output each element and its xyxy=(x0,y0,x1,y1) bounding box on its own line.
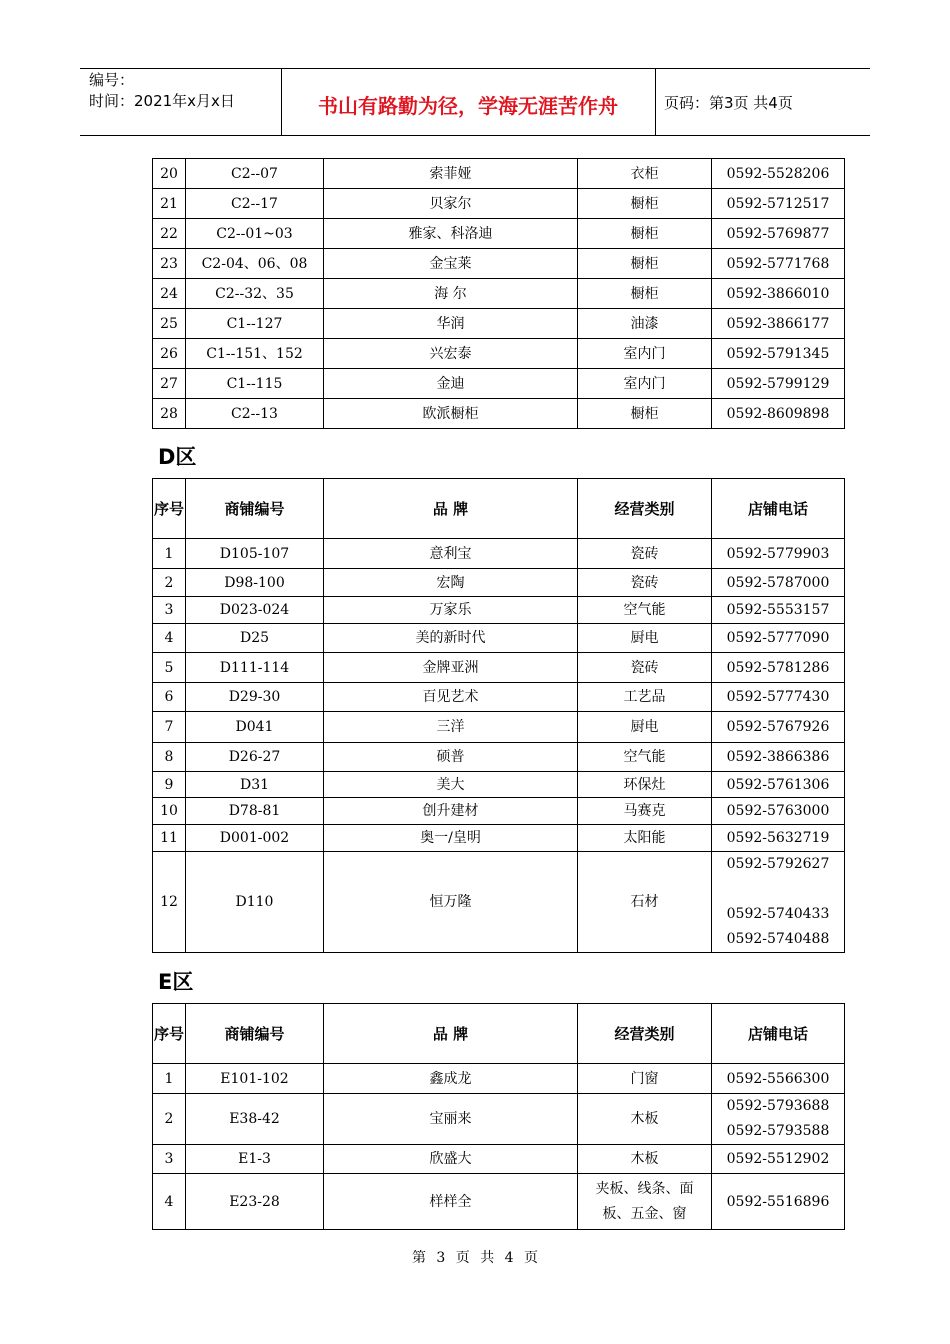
phone: 0592-5799129 xyxy=(712,369,845,399)
header-cell: 品 牌 xyxy=(324,1004,578,1064)
shop-number: C1--127 xyxy=(186,309,324,339)
category: 橱柜 xyxy=(578,219,712,249)
header-cell: 店铺电话 xyxy=(712,1004,845,1064)
category: 橱柜 xyxy=(578,279,712,309)
d-zone-table xyxy=(152,478,845,953)
brand: 创升建材 xyxy=(324,798,578,825)
brand: 贝家尔 xyxy=(324,189,578,219)
brand: 欣盛大 xyxy=(324,1145,578,1174)
category: 油漆 xyxy=(578,309,712,339)
row-number: 26 xyxy=(153,339,186,369)
shop-number: C2--07 xyxy=(186,159,324,189)
table-row xyxy=(153,624,845,653)
shop-number: D29-30 xyxy=(186,683,324,712)
row-number: 27 xyxy=(153,369,186,399)
phone: 0592-5516896 xyxy=(712,1174,845,1230)
shop-number: C2--13 xyxy=(186,399,324,429)
brand: 兴宏泰 xyxy=(324,339,578,369)
category: 木板 xyxy=(578,1145,712,1174)
shop-number: D105-107 xyxy=(186,539,324,569)
category: 环保灶 xyxy=(578,772,712,798)
category xyxy=(578,1174,712,1230)
phone: 0592-5740433 xyxy=(726,906,830,922)
category: 工艺品 xyxy=(578,683,712,712)
row-number: 11 xyxy=(153,825,186,852)
brand: 索菲娅 xyxy=(324,159,578,189)
table-row xyxy=(153,279,845,309)
table-row xyxy=(153,743,845,772)
shop-number: D001-002 xyxy=(186,825,324,852)
category-line: 板、五金、窗 xyxy=(602,1205,687,1222)
phone: 0592-5777090 xyxy=(712,624,845,653)
header-divider xyxy=(655,69,656,136)
table-row xyxy=(153,683,845,712)
phone: 0592-5793588 xyxy=(726,1123,830,1139)
row-number: 3 xyxy=(153,597,186,624)
shop-number: D78-81 xyxy=(186,798,324,825)
phone: 0592-5553157 xyxy=(712,597,845,624)
shop-number: E101-102 xyxy=(186,1064,324,1094)
shop-number: D98-100 xyxy=(186,569,324,597)
category: 空气能 xyxy=(578,743,712,772)
category: 瓷砖 xyxy=(578,569,712,597)
shop-number: C1--151、152 xyxy=(186,339,324,369)
header-cell: 序号 xyxy=(153,1004,186,1064)
phone: 0592-5528206 xyxy=(712,159,845,189)
table-row xyxy=(153,1094,845,1145)
row-number: 8 xyxy=(153,743,186,772)
category: 橱柜 xyxy=(578,399,712,429)
phone: 0592-3866177 xyxy=(712,309,845,339)
phone: 0592-5740488 xyxy=(726,931,830,947)
category: 室内门 xyxy=(578,369,712,399)
phone: 0592-5792627 xyxy=(726,856,830,872)
e-zone-table xyxy=(152,1003,845,1230)
row-number: 4 xyxy=(153,624,186,653)
row-number: 7 xyxy=(153,712,186,743)
category: 石材 xyxy=(578,852,712,953)
row-number: 5 xyxy=(153,653,186,683)
category: 瓷砖 xyxy=(578,539,712,569)
brand: 金迪 xyxy=(324,369,578,399)
row-number: 9 xyxy=(153,772,186,798)
row-number: 4 xyxy=(153,1174,186,1230)
phone: 0592-5779903 xyxy=(712,539,845,569)
shop-number: D31 xyxy=(186,772,324,798)
header-top-rule xyxy=(80,68,870,69)
phone: 0592-5566300 xyxy=(712,1064,845,1094)
phone: 0592-5512902 xyxy=(712,1145,845,1174)
phone-list xyxy=(712,852,845,953)
row-number: 23 xyxy=(153,249,186,279)
shop-number: C2--32、35 xyxy=(186,279,324,309)
row-number: 25 xyxy=(153,309,186,339)
header-cell: 经营类别 xyxy=(578,1004,712,1064)
shop-number: D041 xyxy=(186,712,324,743)
shop-number: E23-28 xyxy=(186,1174,324,1230)
brand: 金牌亚洲 xyxy=(324,653,578,683)
table-row xyxy=(153,1174,845,1230)
shop-number: D25 xyxy=(186,624,324,653)
shop-number: D111-114 xyxy=(186,653,324,683)
shop-number: D023-024 xyxy=(186,597,324,624)
brand: 恒万隆 xyxy=(324,852,578,953)
brand: 鑫成龙 xyxy=(324,1064,578,1094)
row-number: 12 xyxy=(153,852,186,953)
c-zone-table-body xyxy=(153,159,845,429)
section-title-d: D区 xyxy=(158,445,197,469)
header-cell: 商铺编号 xyxy=(186,1004,324,1064)
table-row xyxy=(153,569,845,597)
category-line: 夹板、线条、面 xyxy=(595,1180,694,1197)
table-row xyxy=(153,369,845,399)
shop-number: D110 xyxy=(186,852,324,953)
brand: 美大 xyxy=(324,772,578,798)
table-row xyxy=(153,309,845,339)
page-footer: 第 3 页 共 4 页 xyxy=(411,1250,539,1266)
row-number: 2 xyxy=(153,1094,186,1145)
shop-number: E1-3 xyxy=(186,1145,324,1174)
header-motto: 书山有路勤为径，学海无涯苦作舟 xyxy=(318,94,618,118)
row-number: 20 xyxy=(153,159,186,189)
phone: 0592-5769877 xyxy=(712,219,845,249)
phone-list xyxy=(712,1094,845,1145)
phone: 0592-5771768 xyxy=(712,249,845,279)
category: 室内门 xyxy=(578,339,712,369)
table-row xyxy=(153,249,845,279)
brand: 欧派橱柜 xyxy=(324,399,578,429)
brand: 意利宝 xyxy=(324,539,578,569)
brand: 雅家、科洛迪 xyxy=(324,219,578,249)
phone: 0592-5787000 xyxy=(712,569,845,597)
phone: 0592-5791345 xyxy=(712,339,845,369)
table-row xyxy=(153,539,845,569)
phone: 0592-5793688 xyxy=(726,1098,830,1114)
category: 厨电 xyxy=(578,712,712,743)
table-row xyxy=(153,772,845,798)
table-row xyxy=(153,339,845,369)
category: 门窗 xyxy=(578,1064,712,1094)
row-number: 22 xyxy=(153,219,186,249)
phone: 0592-5781286 xyxy=(712,653,845,683)
brand: 宏陶 xyxy=(324,569,578,597)
brand: 万家乐 xyxy=(324,597,578,624)
brand: 金宝莱 xyxy=(324,249,578,279)
brand: 宝丽来 xyxy=(324,1094,578,1145)
category: 橱柜 xyxy=(578,249,712,279)
brand: 美的新时代 xyxy=(324,624,578,653)
row-number: 2 xyxy=(153,569,186,597)
header-cell: 经营类别 xyxy=(578,479,712,539)
phone: 0592-5632719 xyxy=(712,825,845,852)
category: 厨电 xyxy=(578,624,712,653)
row-number: 10 xyxy=(153,798,186,825)
table-row xyxy=(153,712,845,743)
shop-number: D26-27 xyxy=(186,743,324,772)
header-cell: 商铺编号 xyxy=(186,479,324,539)
table-row xyxy=(153,399,845,429)
category: 橱柜 xyxy=(578,189,712,219)
phone: 0592-5777430 xyxy=(712,683,845,712)
header-cell: 序号 xyxy=(153,479,186,539)
row-number: 28 xyxy=(153,399,186,429)
category: 木板 xyxy=(578,1094,712,1145)
brand: 百见艺术 xyxy=(324,683,578,712)
phone: 0592-3866386 xyxy=(712,743,845,772)
row-number: 24 xyxy=(153,279,186,309)
brand: 华润 xyxy=(324,309,578,339)
table-row xyxy=(153,159,845,189)
table-row xyxy=(153,219,845,249)
table-header-row xyxy=(153,1004,845,1064)
row-number: 21 xyxy=(153,189,186,219)
c-zone-table xyxy=(152,158,845,429)
phone: 0592-5712517 xyxy=(712,189,845,219)
row-number: 1 xyxy=(153,539,186,569)
brand: 奥一/皇明 xyxy=(324,825,578,852)
phone: 0592-5761306 xyxy=(712,772,845,798)
category: 太阳能 xyxy=(578,825,712,852)
phone: 0592-8609898 xyxy=(712,399,845,429)
category: 马赛克 xyxy=(578,798,712,825)
section-title-e: E区 xyxy=(158,970,194,994)
phone: 0592-5767926 xyxy=(712,712,845,743)
row-number: 6 xyxy=(153,683,186,712)
shop-number: E38-42 xyxy=(186,1094,324,1145)
table-row xyxy=(153,597,845,624)
shop-number: C1--115 xyxy=(186,369,324,399)
d-zone-table-body xyxy=(153,539,845,852)
brand: 样样全 xyxy=(324,1174,578,1230)
phone: 0592-3866010 xyxy=(712,279,845,309)
category: 衣柜 xyxy=(578,159,712,189)
table-row xyxy=(153,1145,845,1174)
brand: 海 尔 xyxy=(324,279,578,309)
number-label: 编号： xyxy=(89,71,135,89)
category: 空气能 xyxy=(578,597,712,624)
header-page-label: 页码：第3页 共4页 xyxy=(664,94,793,112)
header-cell: 店铺电话 xyxy=(712,479,845,539)
row-number: 3 xyxy=(153,1145,186,1174)
brand: 三洋 xyxy=(324,712,578,743)
time-label: 时间：2021年x月x日 xyxy=(89,92,235,110)
shop-number: C2-04、06、08 xyxy=(186,249,324,279)
table-row xyxy=(153,1064,845,1094)
header-cell: 品 牌 xyxy=(324,479,578,539)
header-meta xyxy=(89,70,235,112)
table-row xyxy=(153,189,845,219)
header-bottom-rule xyxy=(80,135,870,136)
row-number: 1 xyxy=(153,1064,186,1094)
category: 瓷砖 xyxy=(578,653,712,683)
shop-number: C2--17 xyxy=(186,189,324,219)
table-row xyxy=(153,825,845,852)
brand: 硕普 xyxy=(324,743,578,772)
table-header-row xyxy=(153,479,845,539)
table-row xyxy=(153,852,845,953)
table-row xyxy=(153,653,845,683)
shop-number: C2--01~03 xyxy=(186,219,324,249)
phone: 0592-5763000 xyxy=(712,798,845,825)
table-row xyxy=(153,798,845,825)
